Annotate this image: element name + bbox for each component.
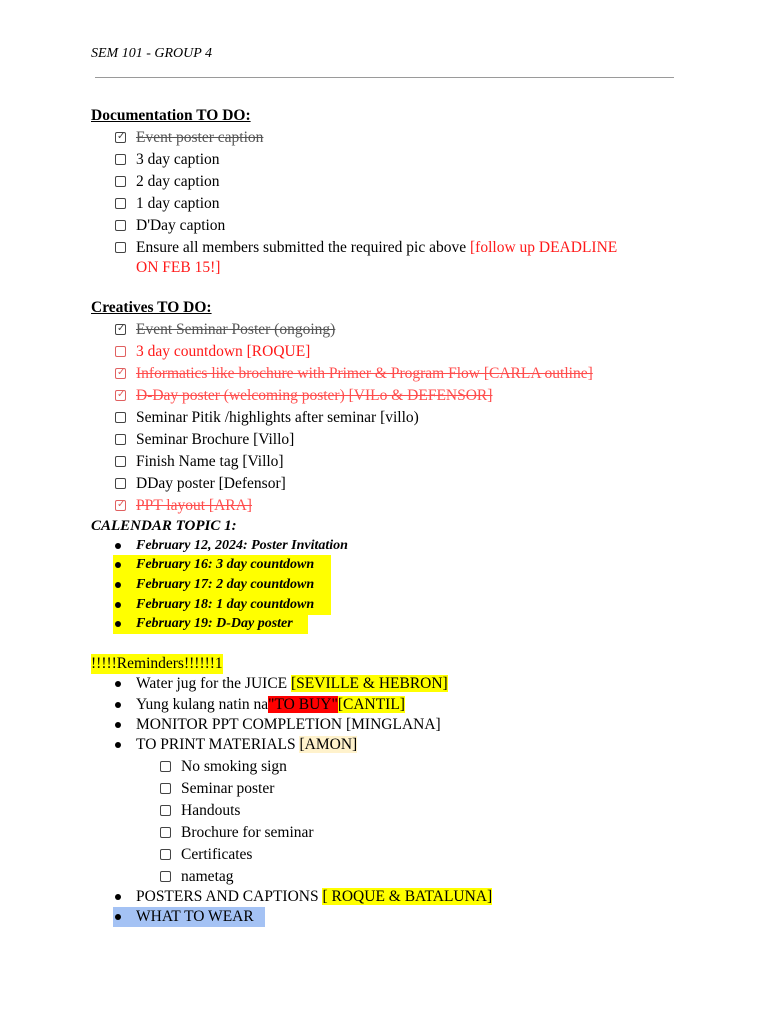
calendar-item: February 16: 3 day countdown xyxy=(136,555,314,575)
reminder-item-to-buy: Yung kulang natin na"TO BUY"[CANTIL] xyxy=(136,695,405,715)
doc-item-event-poster-caption[interactable]: ✓ Event poster caption xyxy=(117,129,264,146)
checkbox-icon[interactable] xyxy=(115,434,126,445)
creative-item-informatics-brochure[interactable]: ✓ Informatics like brochure with Primer & Program Flow [CARLA outline] xyxy=(117,365,593,382)
calendar-item: February 12, 2024: Poster Invitation xyxy=(136,536,348,556)
doc-item-1-day-caption[interactable]: 1 day caption xyxy=(136,194,220,214)
bullet-icon xyxy=(115,562,121,568)
doc-item-deadline-note: ON FEB 15!] xyxy=(136,259,221,276)
bullet-icon xyxy=(115,621,121,627)
creatives-heading: Creatives TO DO: xyxy=(91,299,212,316)
creative-item-ppt-layout[interactable]: ✓ PPT layout [ARA] xyxy=(117,497,252,514)
bullet-icon xyxy=(115,681,121,687)
reminder-item-what-to-wear: WHAT TO WEAR xyxy=(136,907,254,927)
checkbox-icon[interactable] xyxy=(115,220,126,231)
checkbox-checked-icon[interactable]: ✓ xyxy=(117,367,126,378)
reminders-heading: !!!!!Reminders!!!!!!1 xyxy=(91,655,223,672)
header-divider xyxy=(95,77,674,78)
bullet-icon xyxy=(115,722,121,728)
checkbox-icon[interactable] xyxy=(160,783,171,794)
bullet-icon xyxy=(115,582,121,588)
checkbox-icon[interactable] xyxy=(160,849,171,860)
checkbox-icon[interactable] xyxy=(115,154,126,165)
reminder-item-juice: Water jug for the JUICE [SEVILLE & HEBRON] xyxy=(136,674,448,694)
reminder-item-posters-captions: POSTERS AND CAPTIONS [ ROQUE & BATALUNA] xyxy=(136,887,492,907)
checkbox-checked-icon[interactable]: ✓ xyxy=(117,131,126,142)
bullet-icon xyxy=(115,894,121,900)
checkbox-checked-icon[interactable]: ✓ xyxy=(117,499,126,510)
checkbox-icon[interactable] xyxy=(115,412,126,423)
reminder-item-monitor-ppt: MONITOR PPT COMPLETION [MINGLANA] xyxy=(136,715,441,735)
creative-item-seminar-brochure[interactable]: Seminar Brochure [Villo] xyxy=(136,430,294,450)
doc-item-ensure-members[interactable]: Ensure all members submitted the required pic above [follow up DEADLINE xyxy=(136,238,617,258)
reminder-item-print-materials: TO PRINT MATERIALS [AMON] xyxy=(136,735,357,755)
print-item-no-smoking-sign[interactable]: No smoking sign xyxy=(181,757,287,777)
checkbox-icon[interactable] xyxy=(115,242,126,253)
print-item-handouts[interactable]: Handouts xyxy=(181,801,240,821)
print-item-brochure[interactable]: Brochure for seminar xyxy=(181,823,314,843)
checkbox-icon[interactable] xyxy=(160,761,171,772)
bullet-icon xyxy=(115,602,121,608)
print-item-certificates[interactable]: Certificates xyxy=(181,845,252,865)
doc-item-2-day-caption[interactable]: 2 day caption xyxy=(136,172,220,192)
checkbox-icon[interactable] xyxy=(160,827,171,838)
creative-item-event-seminar-poster[interactable]: ✓ Event Seminar Poster (ongoing) xyxy=(117,321,336,338)
bullet-icon xyxy=(115,543,121,549)
print-item-nametag[interactable]: nametag xyxy=(181,867,234,887)
creative-item-dday-poster-defensor[interactable]: DDay poster [Defensor] xyxy=(136,474,286,494)
calendar-heading: CALENDAR TOPIC 1: xyxy=(91,518,237,534)
checkbox-icon[interactable] xyxy=(115,456,126,467)
doc-item-dday-caption[interactable]: D'Day caption xyxy=(136,216,225,236)
checkbox-icon[interactable] xyxy=(115,198,126,209)
documentation-heading: Documentation TO DO: xyxy=(91,107,251,124)
checkbox-icon[interactable] xyxy=(115,176,126,187)
creative-item-finish-name-tag[interactable]: Finish Name tag [Villo] xyxy=(136,452,284,472)
calendar-item: February 18: 1 day countdown xyxy=(136,595,314,615)
checkbox-checked-icon[interactable]: ✓ xyxy=(117,389,126,400)
doc-item-3-day-caption[interactable]: 3 day caption xyxy=(136,150,220,170)
checkbox-icon[interactable] xyxy=(115,478,126,489)
checkbox-checked-icon[interactable]: ✓ xyxy=(117,323,126,334)
calendar-item: February 17: 2 day countdown xyxy=(136,575,314,595)
checkbox-icon[interactable] xyxy=(115,346,126,357)
creative-item-dday-poster-welcoming[interactable]: ✓ D-Day poster (welcoming poster) [VILo & DEFENSOR] xyxy=(117,387,493,404)
bullet-icon xyxy=(115,914,121,920)
bullet-icon xyxy=(115,742,121,748)
creative-item-3-day-countdown[interactable]: 3 day countdown [ROQUE] xyxy=(136,342,310,362)
document-header: SEM 101 - GROUP 4 xyxy=(91,46,213,61)
checkbox-icon[interactable] xyxy=(160,871,171,882)
print-item-seminar-poster[interactable]: Seminar poster xyxy=(181,779,274,799)
bullet-icon xyxy=(115,702,121,708)
checkbox-icon[interactable] xyxy=(160,805,171,816)
calendar-item: February 19: D-Day poster xyxy=(136,614,293,634)
creative-item-seminar-pitik[interactable]: Seminar Pitik /highlights after seminar [villo) xyxy=(136,408,419,428)
